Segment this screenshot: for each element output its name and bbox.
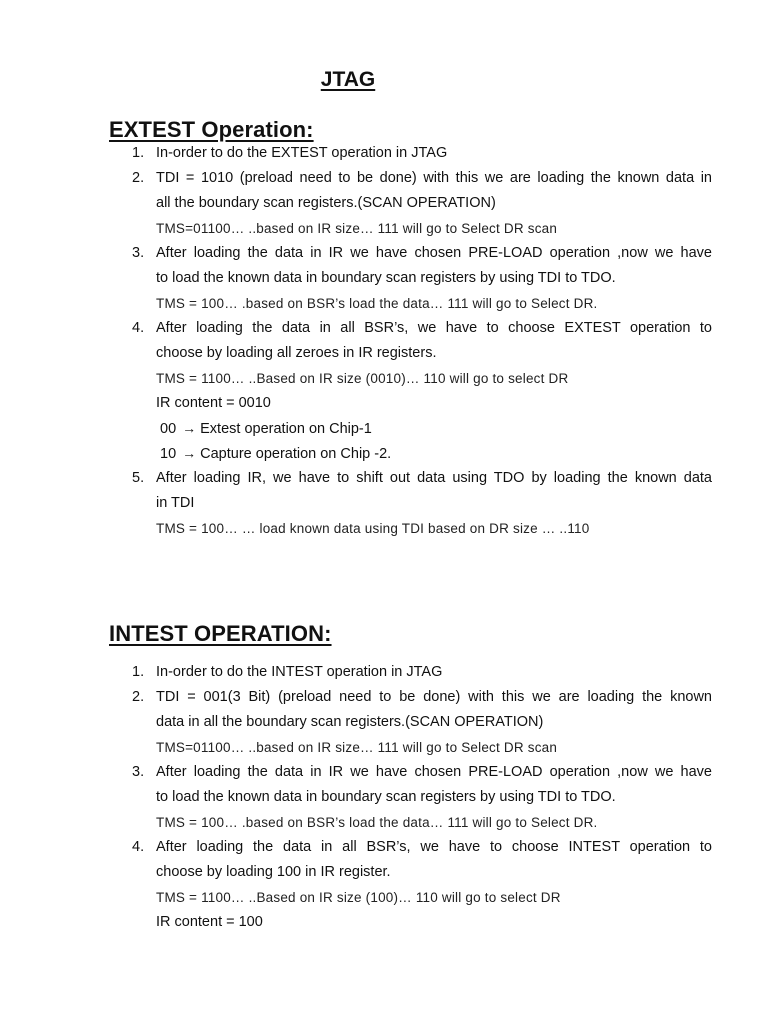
list-item — [0, 685, 768, 710]
list-item-continuation — [0, 416, 768, 441]
tms-sequence: TMS=01100… ..based on IR size… 111 will go to Select DR scan — [156, 740, 558, 755]
item-number: 2. — [132, 170, 145, 186]
item-number: 4. — [132, 839, 145, 855]
ir-code-meaning: Extest operation on Chip-1 — [200, 421, 372, 437]
item-text: to load the known data in boundary scan registers by using TDI to TDO. — [156, 789, 616, 805]
item-number: 4. — [132, 320, 145, 336]
list-item — [0, 241, 768, 266]
arrow-right-icon: → — [182, 420, 197, 436]
list-item-continuation — [0, 441, 768, 466]
list-item — [0, 316, 768, 341]
ir-code: 10 — [160, 446, 177, 462]
item-number: 1. — [132, 145, 145, 161]
list-item-continuation — [0, 391, 768, 416]
list-item-continuation — [0, 810, 768, 835]
ir-content: IR content = 100 — [156, 914, 263, 930]
tms-sequence: TMS = 100… … load known data using TDI based on DR size … ..110 — [156, 521, 590, 536]
ir-code-meaning: Capture operation on Chip -2. — [200, 446, 392, 462]
list-item-continuation — [0, 341, 768, 366]
ir-code-line — [160, 416, 372, 442]
list-item — [0, 760, 768, 785]
tms-sequence: TMS = 100… .based on BSR’s load the data… 111 will go to Select DR. — [156, 815, 598, 830]
list-item-continuation — [0, 266, 768, 291]
ir-code-line — [160, 441, 391, 467]
tms-sequence: TMS = 1100… ..Based on IR size (100)… 110 will go to select DR — [156, 890, 561, 905]
tms-sequence: TMS = 1100… ..Based on IR size (0010)… 110 will go to select DR — [156, 371, 569, 386]
tms-sequence: TMS=01100… ..based on IR size… 111 will go to Select DR scan — [156, 221, 558, 236]
tms-sequence: TMS = 100… .based on BSR’s load the data… 111 will go to Select DR. — [156, 296, 598, 311]
list-item-continuation — [0, 516, 768, 541]
list-item-continuation — [0, 291, 768, 316]
item-text: After loading IR, we have to shift out data using TDO by loading the known data — [156, 470, 712, 486]
document-title: JTAG — [320, 68, 376, 91]
list-item — [0, 141, 768, 166]
item-text: In-order to do the INTEST operation in JTAG — [156, 664, 443, 680]
item-number: 5. — [132, 470, 145, 486]
item-text: After loading the data in IR we have chosen PRE-LOAD operation ,now we have — [156, 245, 712, 261]
item-text: all the boundary scan registers.(SCAN OPERATION) — [156, 195, 496, 211]
item-text: choose by loading 100 in IR register. — [156, 864, 391, 880]
list-item-continuation — [0, 885, 768, 910]
list-item — [0, 660, 768, 685]
item-number: 3. — [132, 245, 145, 261]
item-text: in TDI — [156, 495, 195, 511]
list-item-continuation — [0, 860, 768, 885]
item-text: to load the known data in boundary scan registers by using TDI to TDO. — [156, 270, 616, 286]
list-item — [0, 166, 768, 191]
list-item-continuation — [0, 710, 768, 735]
arrow-right-icon: → — [182, 445, 197, 461]
extest-heading: EXTEST Operation: — [109, 117, 314, 142]
list-item-continuation — [0, 216, 768, 241]
item-text: data in all the boundary scan registers.(SCAN OPERATION) — [156, 714, 544, 730]
item-number: 1. — [132, 664, 145, 680]
list-item-continuation — [0, 785, 768, 810]
item-text: In-order to do the EXTEST operation in JTAG — [156, 145, 448, 161]
item-text: TDI = 1010 (preload need to be done) with this we are loading the known data in — [156, 170, 712, 186]
extest-steps — [0, 141, 768, 541]
ir-code: 00 — [160, 421, 177, 437]
ir-content: IR content = 0010 — [156, 395, 271, 411]
intest-heading: INTEST OPERATION: — [109, 621, 332, 646]
item-text: TDI = 001(3 Bit) (preload need to be done) with this we are loading the known — [156, 689, 712, 705]
item-text: After loading the data in all BSR’s, we have to choose INTEST operation to — [156, 839, 712, 855]
list-item — [0, 835, 768, 860]
intest-steps — [0, 660, 768, 935]
item-text: After loading the data in IR we have chosen PRE-LOAD operation ,now we have — [156, 764, 712, 780]
list-item — [0, 466, 768, 491]
list-item-continuation — [0, 366, 768, 391]
item-text: choose by loading all zeroes in IR registers. — [156, 345, 437, 361]
item-text: After loading the data in all BSR’s, we have to choose EXTEST operation to — [156, 320, 712, 336]
list-item-continuation — [0, 735, 768, 760]
item-number: 2. — [132, 689, 145, 705]
list-item-continuation — [0, 910, 768, 935]
item-number: 3. — [132, 764, 145, 780]
list-item-continuation — [0, 491, 768, 516]
list-item-continuation — [0, 191, 768, 216]
